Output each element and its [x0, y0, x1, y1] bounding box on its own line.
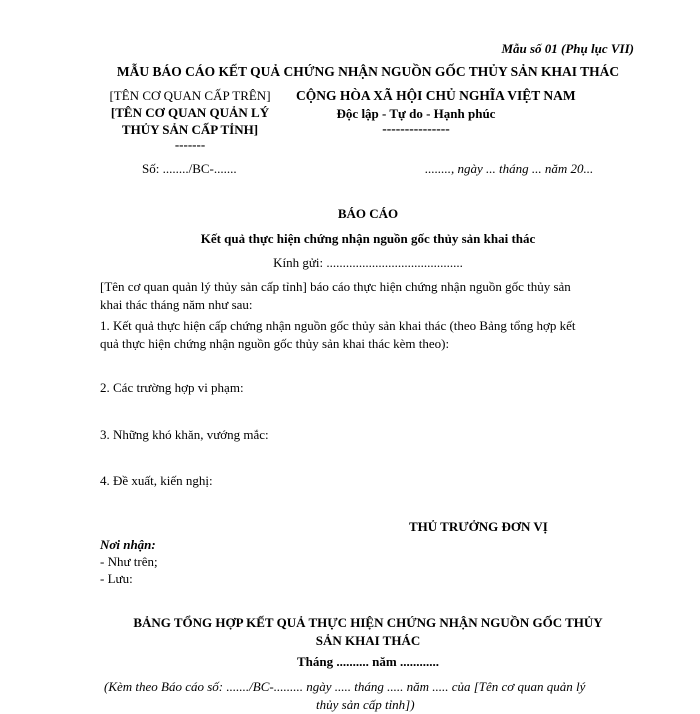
header-left: [90, 87, 290, 151]
agency-name-line2: THỦY SẢN CẤP TỈNH]: [121, 122, 259, 137]
form-title: MẪU BÁO CÁO KẾT QUẢ CHỨNG NHẬN NGUỒN GỐC THỦY SẢN KHAI THÁC: [116, 64, 620, 79]
intro-line-2: khai thác tháng năm như sau:: [100, 297, 253, 312]
agency-superior: [TÊN CƠ QUAN CẤP TRÊN]: [109, 88, 271, 103]
report-recipient: Kính gửi: ..........................................: [273, 255, 463, 270]
summary-period: Tháng .......... năm ............: [297, 654, 439, 669]
report-intro: [100, 278, 571, 314]
form-number: Mẫu số 01 (Phụ lục VII): [501, 41, 634, 56]
summary-title: [0, 614, 700, 650]
report-item-1: [100, 317, 576, 353]
item-1-line-2: quả thực hiện chứng nhận nguồn gốc thủy sản khai thác kèm theo):: [100, 336, 450, 351]
right-divider: ---------------: [382, 121, 450, 136]
document-date: ........, ngày ... tháng ... năm 20...: [425, 161, 594, 176]
national-title: CỘNG HÒA XÃ HỘI CHỦ NGHĨA VIỆT NAM: [296, 88, 576, 103]
summary-title-line-2: SẢN KHAI THÁC: [315, 633, 421, 648]
report-item-4: 4. Đề xuất, kiến nghị:: [100, 473, 213, 488]
recipient-item-1: - Như trên;: [100, 554, 158, 569]
recipient-item-2: - Lưu:: [100, 571, 133, 586]
report-item-2: 2. Các trường hợp vi phạm:: [100, 380, 244, 395]
recipients-block: [100, 536, 158, 587]
intro-line-1: [Tên cơ quan quản lý thủy sản cấp tỉnh] báo cáo thực hiện chứng nhận nguồn gốc thủy sản: [100, 279, 571, 294]
summary-note-line-1: (Kèm theo Báo cáo số: ......./BC-......... ngày ..... tháng ..... năm ..... của [Tên cơ quan quản lý: [104, 679, 586, 694]
recipients-label: Nơi nhận:: [100, 537, 156, 552]
summary-note: [104, 678, 585, 714]
report-item-3: 3. Những khó khăn, vướng mắc:: [100, 427, 269, 442]
national-motto: Độc lập - Tự do - Hạnh phúc: [336, 106, 496, 121]
document-number: Số: ......../BC-.......: [142, 161, 237, 176]
agency-name-line1: [TÊN CƠ QUAN QUẢN LÝ: [110, 105, 270, 120]
summary-note-line-2: thủy sản cấp tỉnh]): [316, 697, 415, 712]
item-1-line-1: 1. Kết quả thực hiện cấp chứng nhận nguồn gốc thủy sản khai thác (theo Bảng tổng hợp kết: [100, 318, 576, 333]
summary-title-line-1: BẢNG TỔNG HỢP KẾT QUẢ THỰC HIỆN CHỨNG NHẬN NGUỒN GỐC THỦY: [133, 615, 603, 630]
report-subtitle: Kết quả thực hiện chứng nhận nguồn gốc thủy sản khai thác: [200, 231, 536, 246]
left-divider: -------: [174, 137, 206, 152]
signature-title: THỦ TRƯỞNG ĐƠN VỊ: [409, 519, 548, 534]
header-right: [296, 87, 576, 136]
report-title: BÁO CÁO: [337, 206, 399, 221]
